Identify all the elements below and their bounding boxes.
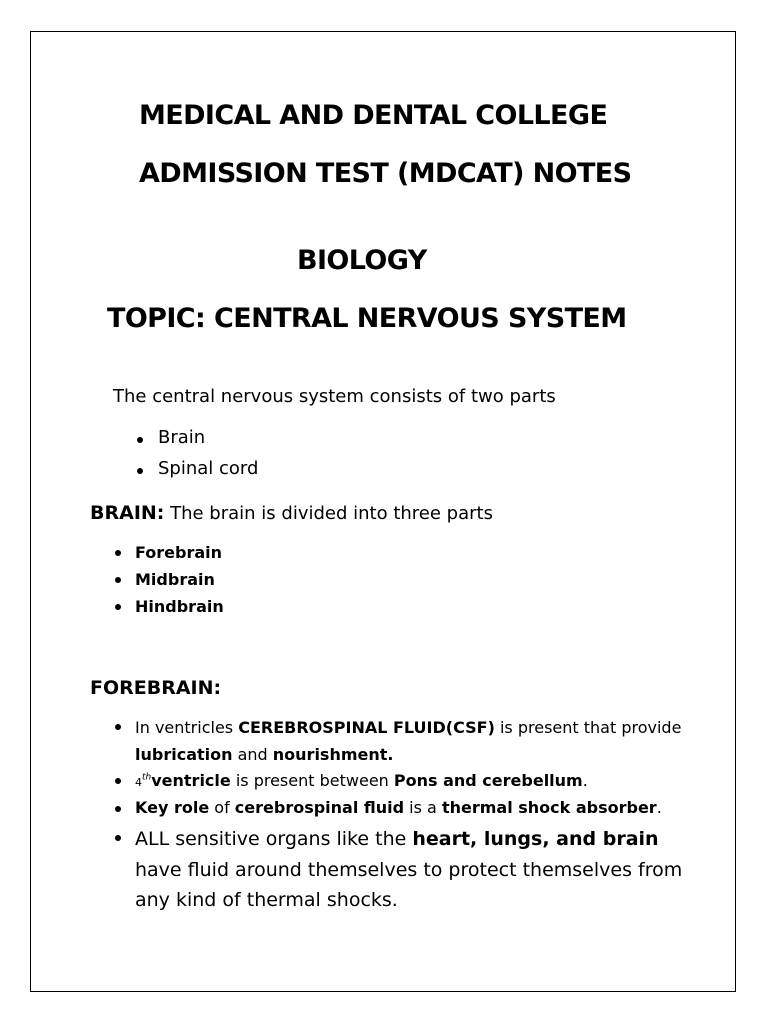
list-item-midbrain: Midbrain [135, 570, 215, 589]
bullet-dot [115, 778, 121, 784]
text-span: is present between [230, 771, 394, 790]
nourishment-term: nourishment. [272, 745, 394, 764]
text-span: is present that provide [494, 718, 682, 737]
pons-cerebellum-term: Pons and cerebellum [393, 771, 583, 790]
bullet-dot [115, 835, 121, 841]
subject-title: BIOLOGY [297, 245, 427, 276]
title-line-2: ADMISSION TEST (MDCAT) NOTES [139, 158, 632, 189]
title-line-1: MEDICAL AND DENTAL COLLEGE [139, 100, 608, 131]
text-span: . [656, 798, 662, 817]
forebrain-bullet-3 [135, 798, 662, 817]
text-span: have fluid around themselves to protect themselves from any kind of thermal shocks. [135, 858, 683, 911]
bullet-dot [115, 806, 121, 812]
brain-text: The brain is divided into three parts [164, 503, 493, 524]
bullet-dot [137, 468, 143, 474]
csf-term: CEREBROSPINAL FLUID(CSF) [238, 718, 495, 737]
topic-title: TOPIC: CENTRAL NERVOUS SYSTEM [107, 303, 627, 334]
forebrain-heading: FOREBRAIN: [90, 677, 222, 699]
csf-term: cerebrospinal fluid [234, 798, 405, 817]
list-item-hindbrain: Hindbrain [135, 597, 224, 616]
list-item-brain: Brain [158, 427, 206, 448]
ventricle-term: ventricle [151, 771, 231, 790]
bullet-dot [115, 604, 121, 610]
organs-term: heart, lungs, and brain [412, 828, 659, 850]
text-span: is a [404, 798, 442, 817]
brain-label: BRAIN: [90, 502, 165, 524]
bullet-dot [115, 577, 121, 583]
ordinal-number: 4 [135, 776, 142, 789]
brain-line [90, 502, 493, 524]
list-item-spinal-cord: Spinal cord [158, 458, 259, 479]
ordinal-suffix: th [142, 772, 152, 783]
lubrication-term: lubrication [135, 745, 233, 764]
list-item-forebrain: Forebrain [135, 543, 223, 562]
text-span: . [582, 771, 588, 790]
text-span: In ventricles [135, 718, 239, 737]
shock-absorber-term: thermal shock absorber [441, 798, 657, 817]
text-span: and [232, 745, 273, 764]
text-span: of [209, 798, 235, 817]
bullet-dot [115, 724, 121, 730]
bullet-dot [137, 437, 143, 443]
forebrain-bullet-2 [135, 771, 588, 790]
text-span: ALL sensitive organs like the [135, 828, 413, 850]
bullet-dot [115, 550, 121, 556]
forebrain-bullet-1 [135, 714, 695, 768]
cns-intro: The central nervous system consists of two parts [113, 386, 556, 407]
forebrain-bullet-4 [135, 824, 695, 916]
key-role-term: Key role [135, 798, 210, 817]
